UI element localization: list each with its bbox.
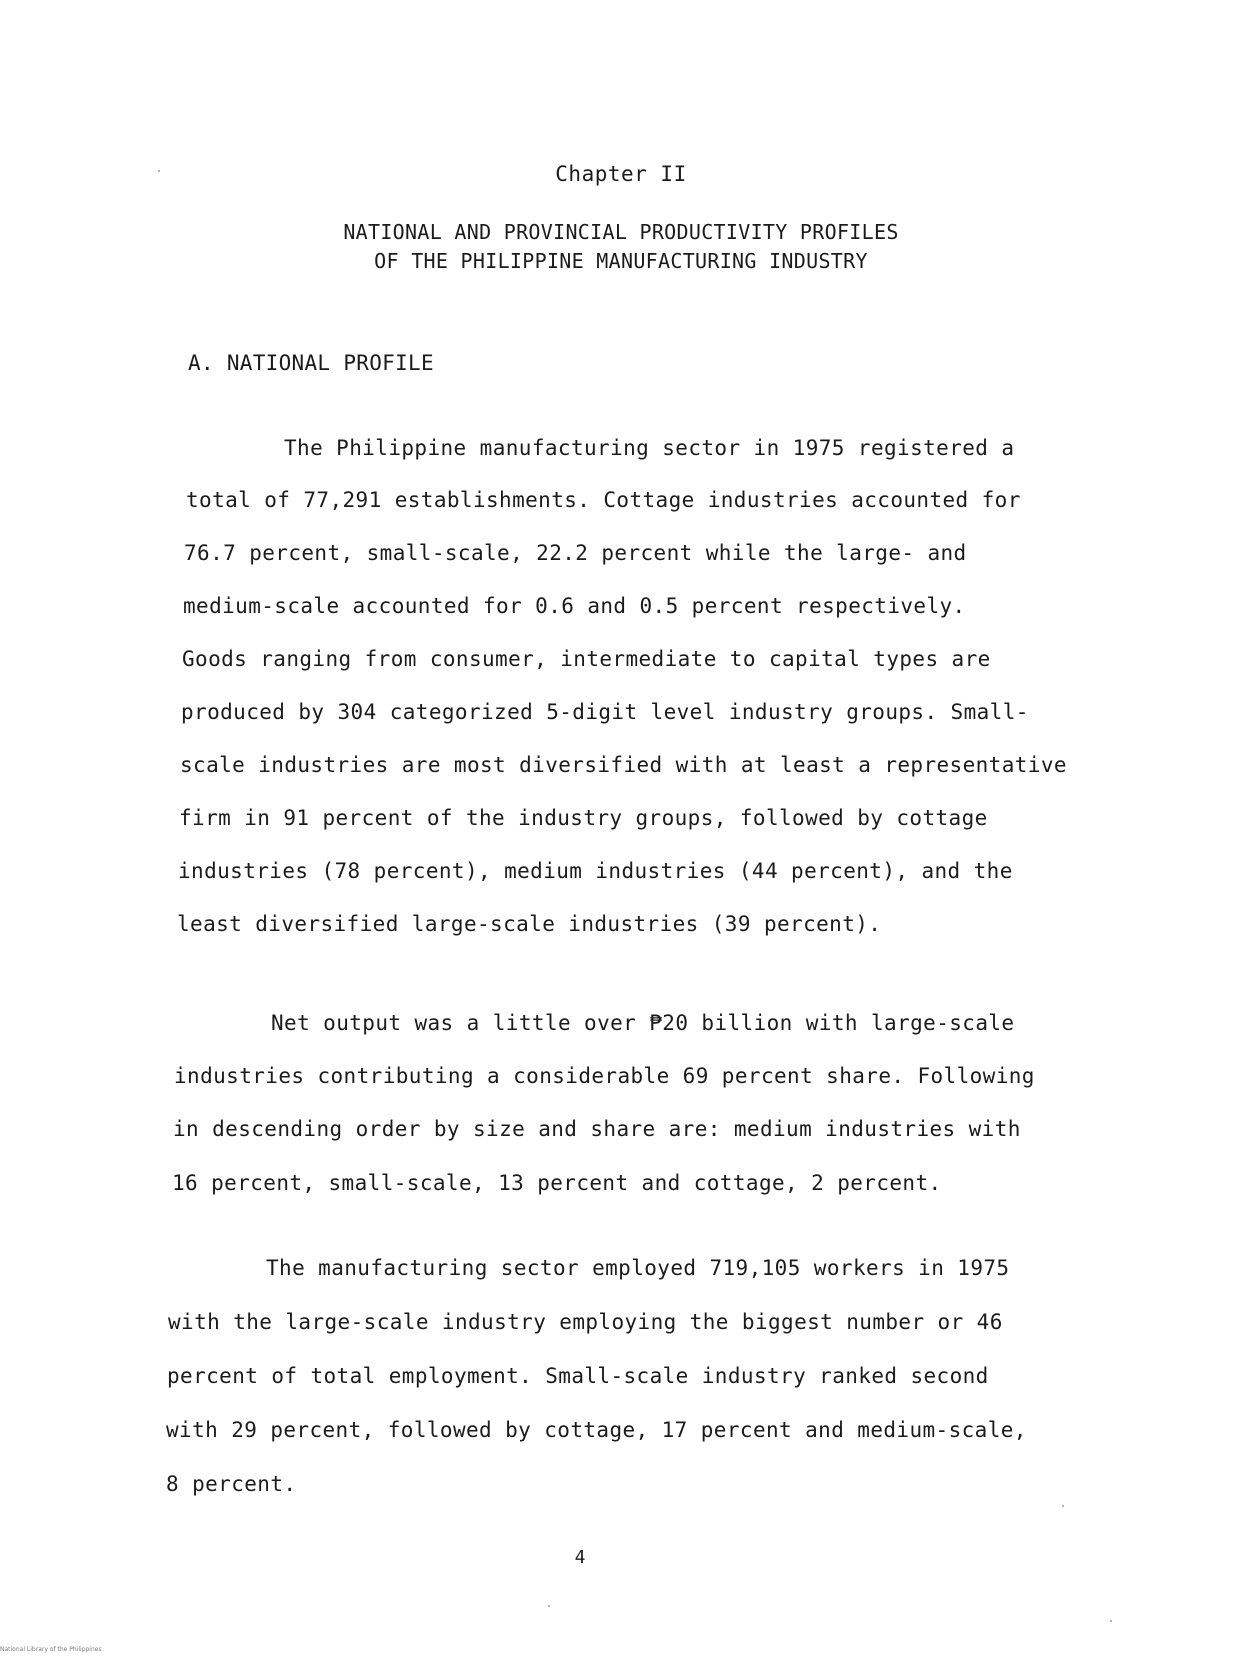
paragraph-line: with 29 percent, followed by cottage, 17 percent and medium-scale,	[166, 1418, 1027, 1442]
scan-speck	[548, 1605, 550, 1607]
paragraph-line: Goods ranging from consumer, intermediate to capital types are	[182, 647, 991, 671]
paragraph-line: 76.7 percent, small-scale, 22.2 percent while the large- and	[184, 541, 967, 565]
scan-speck	[158, 170, 160, 172]
paragraph-line: least diversified large-scale industries (39 percent).	[177, 912, 882, 936]
paragraph-line: in descending order by size and share are: medium industries with	[173, 1117, 1021, 1141]
chapter-label: Chapter II	[555, 162, 687, 186]
page-number: 4	[574, 1547, 586, 1568]
scan-footer-note: National Library of the Philippines	[0, 1646, 102, 1653]
paragraph-line: scale industries are most diversified with at least a representative	[180, 753, 1067, 777]
scan-speck	[1062, 1505, 1064, 1507]
scan-speck	[1110, 1620, 1112, 1622]
paragraph-line: 8 percent.	[166, 1472, 297, 1496]
paragraph-line: produced by 304 categorized 5-digit level industry groups. Small-	[181, 700, 1029, 724]
paragraph-line: industries contributing a considerable 69 percent share. Following	[174, 1064, 1035, 1088]
paragraph-line: industries (78 percent), medium industries (44 percent), and the	[178, 859, 1013, 883]
paragraph-line: 16 percent, small-scale, 13 percent and cottage, 2 percent.	[172, 1171, 942, 1195]
paragraph-line: The Philippine manufacturing sector in 1975 registered a	[284, 436, 1015, 460]
paragraph-line: Net output was a little over ₱20 billion with large-scale	[271, 1011, 1015, 1035]
paragraph-line: firm in 91 percent of the industry groups, followed by cottage	[179, 806, 988, 830]
paragraph-line: percent of total employment. Small-scale industry ranked second	[167, 1364, 989, 1388]
chapter-title-line-1: NATIONAL AND PROVINCIAL PRODUCTIVITY PROFILES	[343, 220, 899, 244]
paragraph-line: total of 77,291 establishments. Cottage industries accounted for	[186, 488, 1021, 512]
paragraph-line: medium-scale accounted for 0.6 and 0.5 percent respectively.	[183, 594, 966, 618]
section-heading: A. NATIONAL PROFILE	[188, 351, 434, 375]
paragraph-line: The manufacturing sector employed 719,105 workers in 1975	[266, 1256, 1010, 1280]
chapter-title-line-2: OF THE PHILIPPINE MANUFACTURING INDUSTRY	[374, 249, 868, 273]
paragraph-line: with the large-scale industry employing the biggest number or 46	[168, 1310, 1003, 1334]
